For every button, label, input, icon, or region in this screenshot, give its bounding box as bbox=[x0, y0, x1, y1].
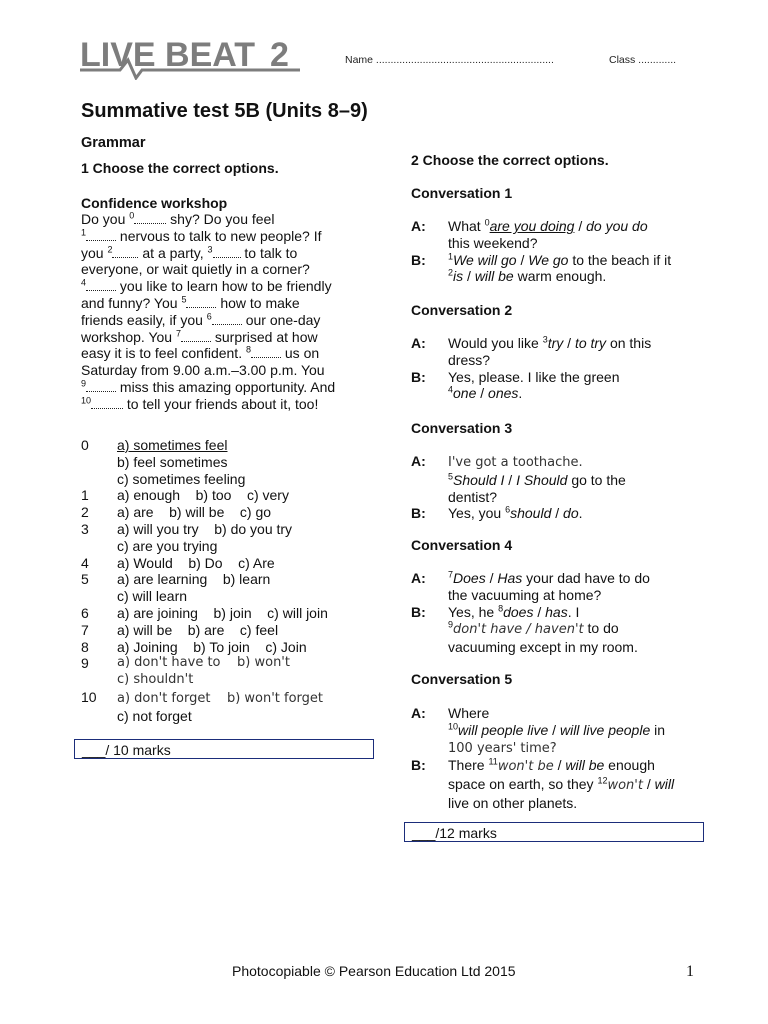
passage-title: Confidence workshop bbox=[81, 195, 228, 211]
part2-instruction: 2 Choose the correct options. bbox=[411, 152, 609, 168]
class-field-label: Class ............. bbox=[609, 54, 677, 66]
name-field-label: Name ............................................................. bbox=[345, 54, 554, 66]
conversation-5-heading: Conversation 5 bbox=[411, 671, 513, 687]
page-title: Summative test 5B (Units 8–9) bbox=[81, 100, 368, 122]
svg-text:2: 2 bbox=[270, 36, 289, 74]
svg-text:LIVE BEAT: LIVE BEAT bbox=[80, 36, 256, 74]
conversation-1-heading: Conversation 1 bbox=[411, 185, 513, 201]
part1-marks-box[interactable]: ___/ 10 marks bbox=[74, 739, 374, 759]
conversation-3: A: I've got a toothache. $^5$Should I / I Should go to the dentist? B: Yes, you $^6$should / do. bbox=[411, 453, 626, 522]
option-row: 4 a) Would b) Do c) Are bbox=[81, 554, 275, 571]
conversation-4-heading: Conversation 4 bbox=[411, 537, 513, 553]
option-row: 5 a) are learning b) learn c) will learn bbox=[81, 571, 271, 605]
footer-copyright: Photocopiable © Pearson Education Ltd 2015 bbox=[232, 963, 516, 979]
conversation-4: A: $^7$Does / Has your dad have to do the vacuuming at home? B: Yes, he $^8$does / has. I $^9$don't have / haven't to do vacuuming except in my room. bbox=[411, 569, 650, 656]
option-row: 7 a) will be b) are c) feel bbox=[81, 621, 279, 638]
option-row: 1 a) enough b) too c) very bbox=[81, 487, 289, 504]
option-row: 3 a) will you try b) do you try c) are you trying bbox=[81, 520, 293, 554]
conversation-5: A: Where $^{10}$will people live / will live people in 100 years' time? B: There $^{11}$won't be / will be enough space on earth, so they $^{12}$won't / will live on other planets. bbox=[411, 705, 675, 811]
section-heading: Grammar bbox=[81, 135, 146, 151]
options-list bbox=[81, 437, 381, 725]
page-number: 1 bbox=[686, 963, 694, 980]
conversation-3-heading: Conversation 3 bbox=[411, 420, 513, 436]
conversation-2: A: Would you like $^3$try / to try on this dress? B: Yes, please. I like the green $^4$one / ones. bbox=[411, 334, 652, 402]
option-row: 9 a) don't have to b) won't c) shouldn't bbox=[81, 655, 290, 688]
part2-marks-box[interactable]: ___/12 marks bbox=[404, 822, 704, 842]
live-beat-logo bbox=[80, 30, 300, 80]
option-row: 8 a) Joining b) To join c) Join bbox=[81, 638, 307, 655]
option-row: 10 a) don't forget b) won't forget c) not forget bbox=[81, 688, 324, 724]
passage-text: Do you $^0$ shy? Do you feel $^1$ nervous to talk to new people? If you $^2$ at a party, $^3$ to talk to everyone, or wait quietly in a corner? $^4$ you like to learn how to be friendly and funny? You $^5$ how to make friends easily, if you $^6$ our one-day workshop. You $^7$ surprised at how easy it is to feel confident. $^8$ us on Saturday from 9.00 a.m.–3.00 p.m. You $^9$ miss this amazing opportunity. And $^{10}$ to tell your friends about it, too! bbox=[81, 210, 336, 412]
option-row: 2 a) are b) will be c) go bbox=[81, 504, 272, 521]
conversation-1: A: What $^0$are you doing / do you do this weekend? B: $^1$We will go / We go to the beach if it $^2$is / will be warm enough. bbox=[411, 217, 672, 285]
part1-instruction: 1 Choose the correct options. bbox=[81, 160, 279, 176]
conversation-2-heading: Conversation 2 bbox=[411, 302, 513, 318]
option-row: 6 a) are joining b) join c) will join bbox=[81, 604, 328, 621]
option-row: 0 a) sometimes feel b) feel sometimes c) sometimes feeling bbox=[81, 437, 246, 487]
